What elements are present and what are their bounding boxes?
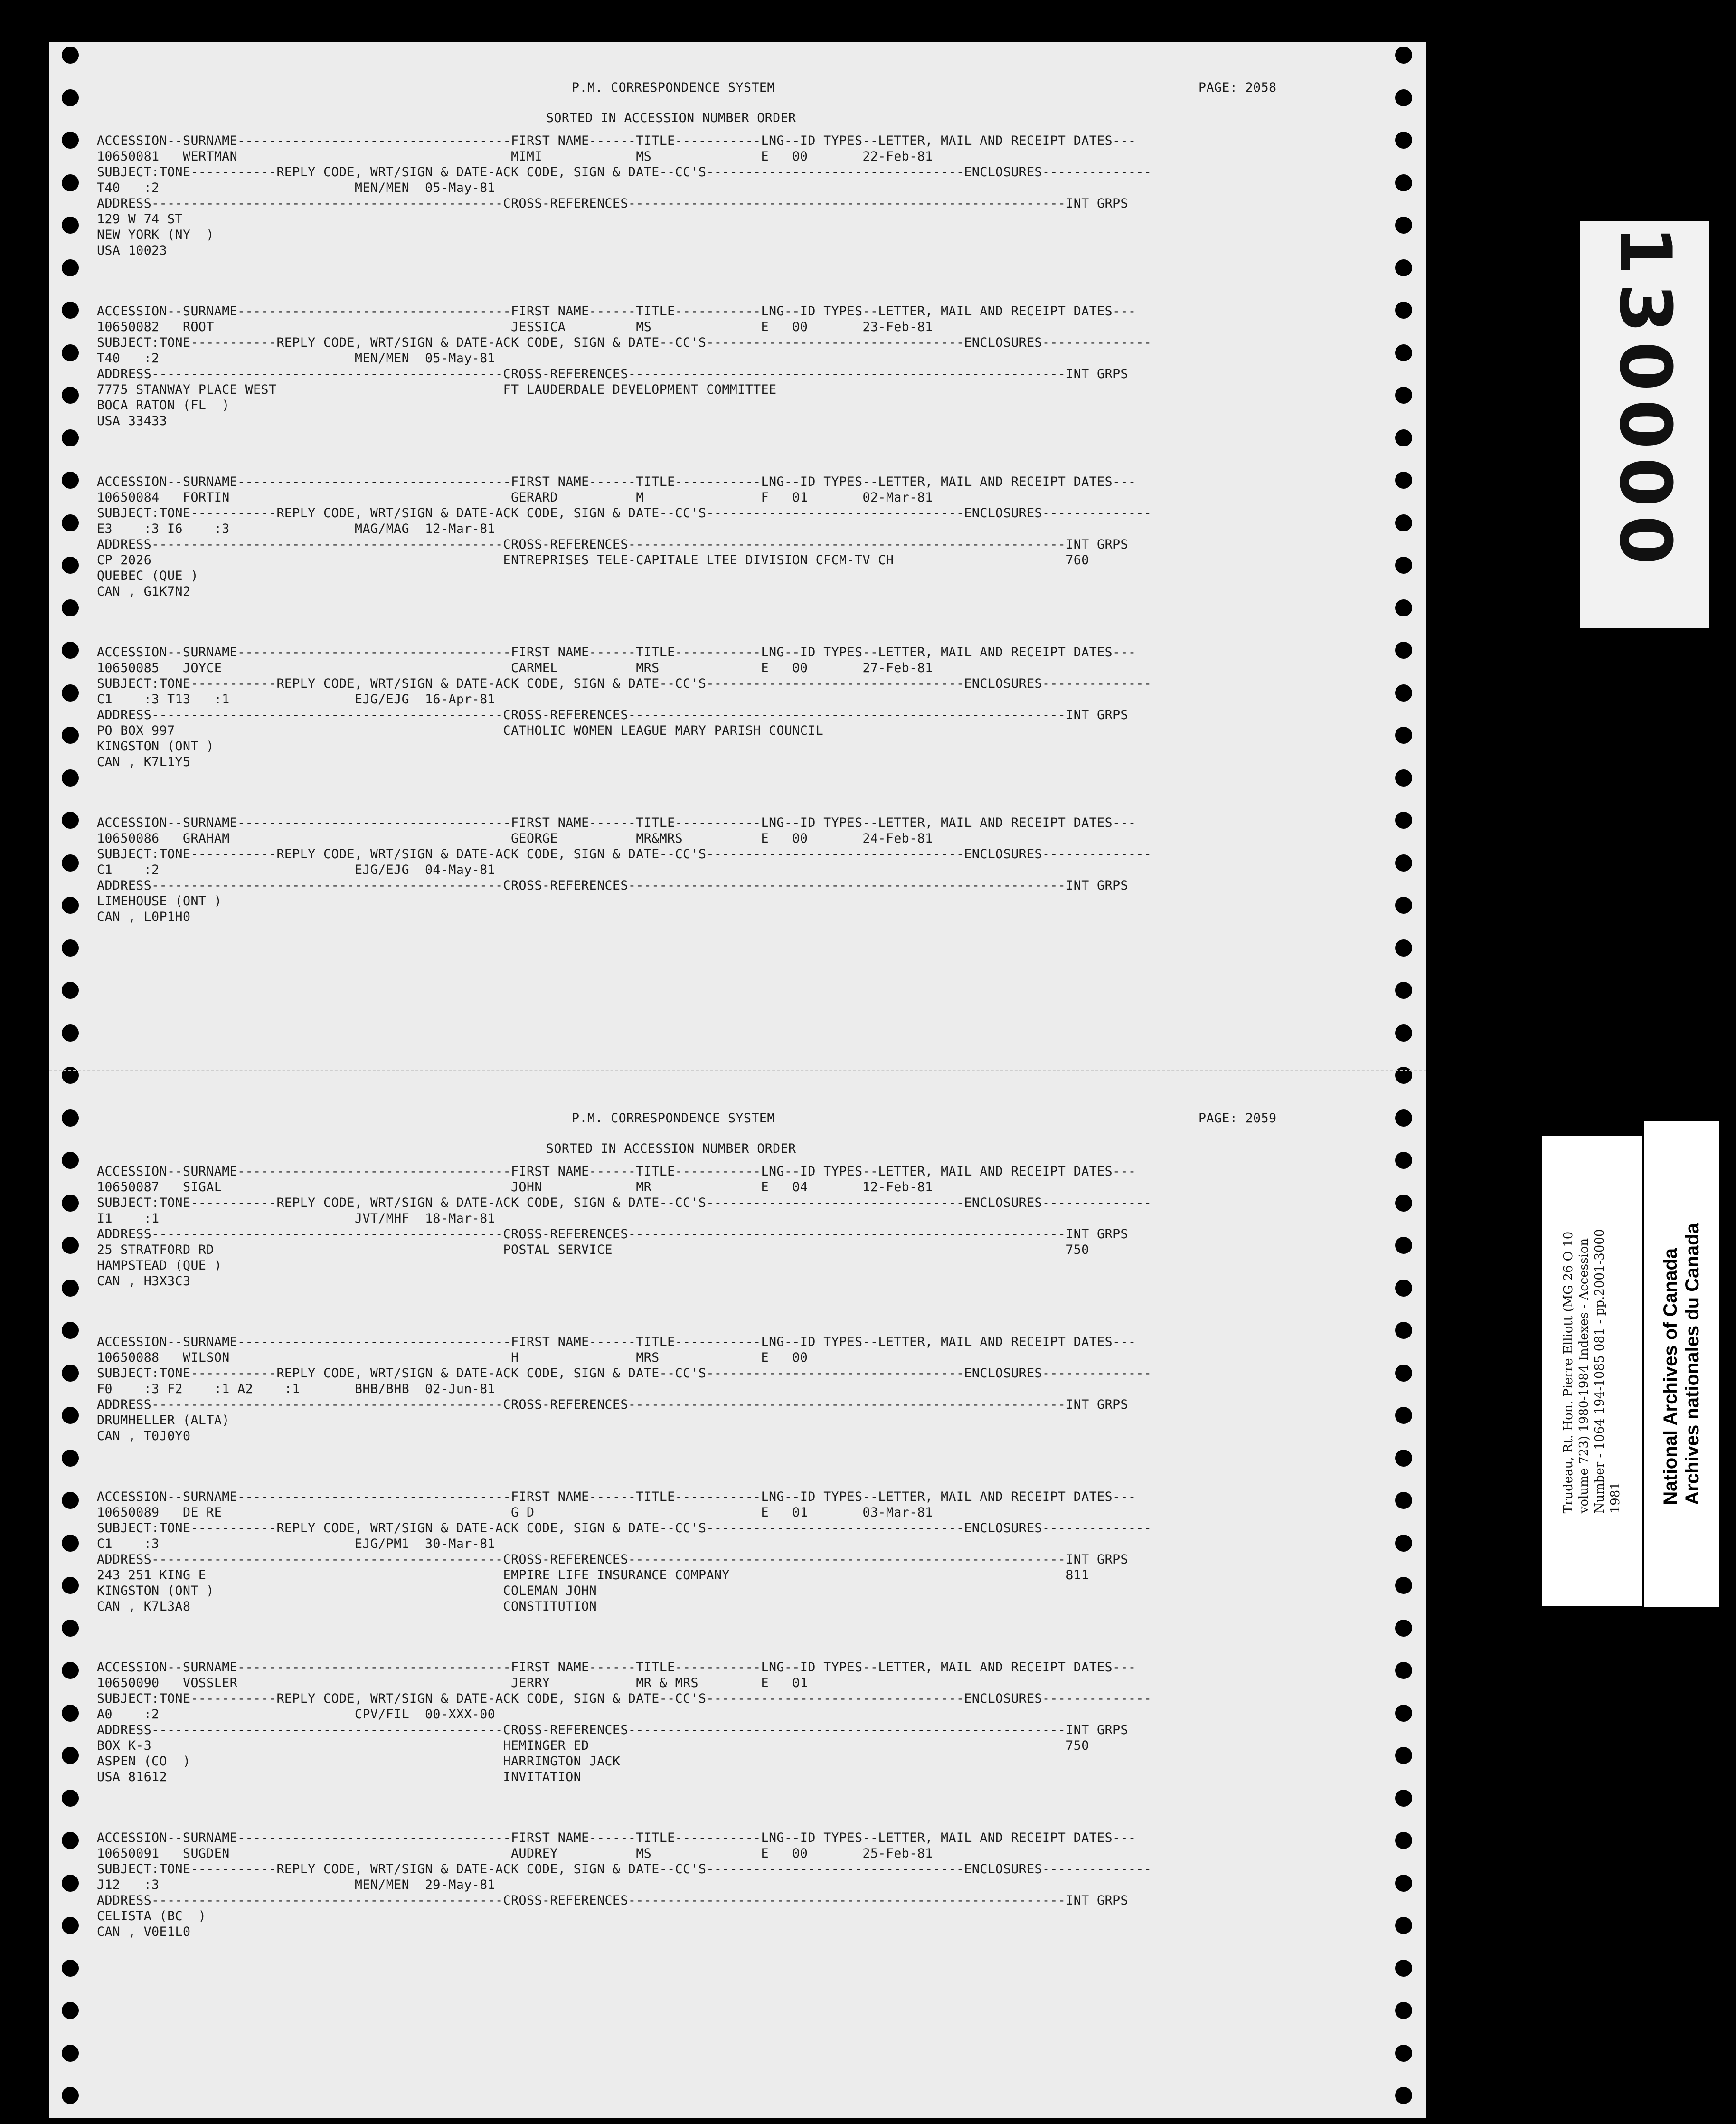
feed-hole: [62, 599, 79, 616]
record-line: ADDRESS---------------------------------------------CROSS-REFERENCES--------------------------------------------------------INT GRPS: [97, 1227, 1128, 1242]
archive-citation-label: [1542, 1136, 1642, 1606]
feed-hole: [62, 1407, 79, 1424]
feed-hole: [1395, 1450, 1412, 1467]
feed-hole: [1395, 854, 1412, 872]
feed-hole: [62, 344, 79, 361]
feed-hole: [62, 812, 79, 829]
feed-hole: [1395, 1237, 1412, 1254]
feed-hole: [1395, 939, 1412, 957]
record-line: 10650086 GRAHAM GEORGE MR&MRS E 00 24-Feb-81: [97, 831, 933, 846]
feed-hole: [1395, 1577, 1412, 1594]
citation-line: volume 723) 1980-1984 Indexes - Accession: [1577, 1238, 1591, 1514]
feed-hole: [62, 939, 79, 957]
record-line: ACCESSION--SURNAME-----------------------------------FIRST NAME------TITLE-----------LNG--ID TYPES--LETTER, MAIL AND RECEIPT DATES---: [97, 645, 1136, 660]
feed-hole: [1395, 2045, 1412, 2062]
feed-hole: [62, 854, 79, 872]
feed-hole: [62, 1450, 79, 1467]
record-line: 7775 STANWAY PLACE WEST FT LAUDERDALE DEVELOPMENT COMMITTEE: [97, 382, 777, 397]
record-line: ACCESSION--SURNAME-----------------------------------FIRST NAME------TITLE-----------LNG--ID TYPES--LETTER, MAIL AND RECEIPT DATES---: [97, 133, 1136, 148]
frame-digit: 1: [1604, 225, 1686, 275]
feed-hole: [62, 1067, 79, 1084]
feed-hole: [62, 2045, 79, 2062]
record-line: 10650088 WILSON H MRS E 00: [97, 1350, 808, 1365]
record-line: 10650090 VOSSLER JERRY MR & MRS E 01: [97, 1676, 808, 1690]
feed-hole: [1395, 1832, 1412, 1849]
feed-hole: [1395, 1620, 1412, 1637]
citation-line: Trudeau, Rt. Hon. Pierre Elliott (MG 26 O 10: [1561, 1231, 1576, 1514]
feed-hole: [62, 1577, 79, 1594]
record-line: SUBJECT:TONE-----------REPLY CODE, WRT/SIGN & DATE-ACK CODE, SIGN & DATE--CC'S---------------------------------ENCLOSURES--------------: [97, 1862, 1152, 1877]
record-line: F0 :3 F2 :1 A2 :1 BHB/BHB 02-Jun-81: [97, 1382, 496, 1396]
frame-digit: 0: [1604, 457, 1686, 507]
feed-hole: [62, 982, 79, 999]
feed-hole: [62, 769, 79, 787]
feed-hole: [62, 557, 79, 574]
feed-hole: [62, 1832, 79, 1849]
feed-hole: [1395, 89, 1412, 106]
feed-hole: [62, 1109, 79, 1127]
feed-hole: [62, 1662, 79, 1679]
feed-hole: [62, 1917, 79, 1934]
feed-hole: [62, 174, 79, 191]
feed-hole: [1395, 1535, 1412, 1552]
feed-hole: [1395, 1322, 1412, 1339]
feed-hole: [1395, 812, 1412, 829]
feed-hole: [1395, 514, 1412, 531]
feed-hole: [1395, 1109, 1412, 1127]
feed-hole: [1395, 1492, 1412, 1509]
record-line: 25 STRATFORD RD POSTAL SERVICE 750: [97, 1242, 1089, 1257]
record-line: USA 33433: [97, 414, 168, 428]
accession-record: [97, 303, 1388, 429]
record-line: CAN , K7L3A8 CONSTITUTION: [97, 1599, 597, 1614]
feed-hole: [1395, 387, 1412, 404]
record-line: NEW YORK (NY ): [97, 228, 214, 242]
record-line: T40 :2 MEN/MEN 05-May-81: [97, 351, 496, 366]
record-line: SUBJECT:TONE-----------REPLY CODE, WRT/SIGN & DATE-ACK CODE, SIGN & DATE--CC'S---------------------------------ENCLOSURES--------------: [97, 1366, 1152, 1381]
record-line: KINGSTON (ONT ): [97, 739, 214, 754]
feed-hole: [62, 1875, 79, 1892]
frame-digit: 3: [1604, 283, 1686, 333]
frame-digit: 0: [1604, 341, 1686, 391]
tractor-feed-holes-right: [1395, 42, 1414, 2118]
record-line: ADDRESS---------------------------------------------CROSS-REFERENCES--------------------------------------------------------INT GRPS: [97, 196, 1128, 211]
feed-hole: [1395, 2002, 1412, 2019]
feed-hole: [62, 1620, 79, 1637]
feed-hole: [62, 47, 79, 64]
record-line: CAN , L0P1H0: [97, 910, 191, 924]
record-line: ACCESSION--SURNAME-----------------------------------FIRST NAME------TITLE-----------LNG--ID TYPES--LETTER, MAIL AND RECEIPT DATES---: [97, 304, 1136, 319]
accession-record: [97, 133, 1388, 258]
record-line: ACCESSION--SURNAME-----------------------------------FIRST NAME------TITLE-----------LNG--ID TYPES--LETTER, MAIL AND RECEIPT DATES---: [97, 1660, 1136, 1675]
feed-hole: [1395, 769, 1412, 787]
feed-hole: [1395, 599, 1412, 616]
record-line: ACCESSION--SURNAME-----------------------------------FIRST NAME------TITLE-----------LNG--ID TYPES--LETTER, MAIL AND RECEIPT DATES---: [97, 815, 1136, 830]
feed-hole: [1395, 642, 1412, 659]
record-line: CAN , K7L1Y5: [97, 755, 191, 769]
record-line: J12 :3 MEN/MEN 29-May-81: [97, 1877, 496, 1892]
record-line: PO BOX 997 CATHOLIC WOMEN LEAGUE MARY PARISH COUNCIL: [97, 723, 824, 738]
record-line: I1 :1 JVT/MHF 18-Mar-81: [97, 1211, 496, 1226]
record-line: SUBJECT:TONE-----------REPLY CODE, WRT/SIGN & DATE-ACK CODE, SIGN & DATE--CC'S---------------------------------ENCLOSURES--------------: [97, 506, 1152, 521]
page-perforation: [49, 1070, 1426, 1071]
feed-hole: [62, 217, 79, 234]
record-line: LIMEHOUSE (ONT ): [97, 894, 222, 909]
feed-hole: [1395, 1407, 1412, 1424]
record-line: 10650085 JOYCE CARMEL MRS E 00 27-Feb-81: [97, 661, 933, 675]
feed-hole: [62, 472, 79, 489]
record-line: ADDRESS---------------------------------------------CROSS-REFERENCES--------------------------------------------------------INT GRPS: [97, 367, 1128, 381]
archive-institution-label: [1642, 1121, 1719, 1607]
accession-record: [97, 1164, 1388, 1289]
feed-hole: [1395, 429, 1412, 446]
feed-hole: [62, 1024, 79, 1042]
sort-title: SORTED IN ACCESSION NUMBER ORDER: [546, 1141, 796, 1156]
record-line: SUBJECT:TONE-----------REPLY CODE, WRT/SIGN & DATE-ACK CODE, SIGN & DATE--CC'S---------------------------------ENCLOSURES--------------: [97, 165, 1152, 180]
feed-hole: [1395, 1790, 1412, 1807]
accession-record: [97, 815, 1388, 925]
record-line: BOCA RATON (FL ): [97, 398, 230, 413]
record-line: CAN , H3X3C3: [97, 1274, 191, 1289]
feed-hole: [62, 1152, 79, 1169]
record-list: [97, 1164, 1388, 1940]
system-title: P.M. CORRESPONDENCE SYSTEM: [572, 80, 775, 95]
feed-hole: [1395, 2087, 1412, 2104]
record-line: ADDRESS---------------------------------------------CROSS-REFERENCES--------------------------------------------------------INT GRPS: [97, 878, 1128, 893]
feed-hole: [1395, 344, 1412, 361]
record-line: 243 251 KING E EMPIRE LIFE INSURANCE COMPANY 811: [97, 1568, 1089, 1583]
continuous-form-paper: [49, 42, 1426, 2118]
record-line: T40 :2 MEN/MEN 05-May-81: [97, 180, 496, 195]
citation-line: 1981: [1608, 1482, 1623, 1514]
feed-hole: [62, 514, 79, 531]
record-list: [97, 133, 1388, 925]
record-line: A0 :2 CPV/FIL 00-XXX-00: [97, 1707, 496, 1722]
record-line: HAMPSTEAD (QUE ): [97, 1258, 222, 1273]
record-line: CAN , V0E1L0: [97, 1925, 191, 1939]
feed-hole: [62, 1280, 79, 1297]
record-line: 10650082 ROOT JESSICA MS E 00 23-Feb-81: [97, 320, 933, 334]
feed-hole: [1395, 174, 1412, 191]
feed-hole: [1395, 302, 1412, 319]
accession-record: [97, 1830, 1388, 1940]
accession-record: [97, 1489, 1388, 1614]
record-line: ACCESSION--SURNAME-----------------------------------FIRST NAME------TITLE-----------LNG--ID TYPES--LETTER, MAIL AND RECEIPT DATES---: [97, 1489, 1136, 1504]
record-line: SUBJECT:TONE-----------REPLY CODE, WRT/SIGN & DATE-ACK CODE, SIGN & DATE--CC'S---------------------------------ENCLOSURES--------------: [97, 847, 1152, 862]
frame-number-stamp: [1577, 218, 1712, 631]
printout-page-2059: [97, 1110, 1388, 1985]
record-line: ACCESSION--SURNAME-----------------------------------FIRST NAME------TITLE-----------LNG--ID TYPES--LETTER, MAIL AND RECEIPT DATES---: [97, 1164, 1136, 1179]
feed-hole: [1395, 684, 1412, 702]
record-line: 129 W 74 ST: [97, 212, 183, 227]
sort-title: SORTED IN ACCESSION NUMBER ORDER: [546, 111, 796, 125]
feed-hole: [62, 642, 79, 659]
record-line: ACCESSION--SURNAME-----------------------------------FIRST NAME------TITLE-----------LNG--ID TYPES--LETTER, MAIL AND RECEIPT DATES---: [97, 474, 1136, 489]
record-line: ACCESSION--SURNAME-----------------------------------FIRST NAME------TITLE-----------LNG--ID TYPES--LETTER, MAIL AND RECEIPT DATES---: [97, 1335, 1136, 1349]
feed-hole: [62, 1492, 79, 1509]
page-number: PAGE: 2059: [1198, 1111, 1277, 1126]
feed-hole: [1395, 132, 1412, 149]
feed-hole: [1395, 1280, 1412, 1297]
feed-hole: [62, 684, 79, 702]
feed-hole: [1395, 217, 1412, 234]
feed-hole: [62, 1790, 79, 1807]
record-line: ADDRESS---------------------------------------------CROSS-REFERENCES--------------------------------------------------------INT GRPS: [97, 1723, 1128, 1737]
feed-hole: [1395, 557, 1412, 574]
feed-hole: [62, 727, 79, 744]
record-line: 10650087 SIGAL JOHN MR E 04 12-Feb-81: [97, 1180, 933, 1195]
record-line: SUBJECT:TONE-----------REPLY CODE, WRT/SIGN & DATE-ACK CODE, SIGN & DATE--CC'S---------------------------------ENCLOSURES--------------: [97, 676, 1152, 691]
institution-name-en: National Archives of Canada: [1660, 1248, 1681, 1505]
feed-hole: [62, 2087, 79, 2104]
record-line: 10650091 SUGDEN AUDREY MS E 00 25-Feb-81: [97, 1846, 933, 1861]
feed-hole: [62, 1747, 79, 1764]
feed-hole: [1395, 1875, 1412, 1892]
record-line: SUBJECT:TONE-----------REPLY CODE, WRT/SIGN & DATE-ACK CODE, SIGN & DATE--CC'S---------------------------------ENCLOSURES--------------: [97, 335, 1152, 350]
record-line: CP 2026 ENTREPRISES TELE-CAPITALE LTEE DIVISION CFCM-TV CH 760: [97, 553, 1089, 568]
record-line: KINGSTON (ONT ) COLEMAN JOHN: [97, 1584, 597, 1598]
accession-record: [97, 1659, 1388, 1785]
feed-hole: [62, 1195, 79, 1212]
record-line: CAN , G1K7N2: [97, 584, 191, 599]
record-line: USA 81612 INVITATION: [97, 1770, 582, 1784]
feed-hole: [1395, 897, 1412, 914]
feed-hole: [1395, 472, 1412, 489]
citation-line: Number - 1064 194-1085 081 - pp.2001-3000: [1593, 1229, 1607, 1514]
record-line: C1 :3 T13 :1 EJG/EJG 16-Apr-81: [97, 692, 496, 707]
feed-hole: [62, 259, 79, 276]
accession-record: [97, 645, 1388, 770]
feed-hole: [62, 1237, 79, 1254]
record-line: SUBJECT:TONE-----------REPLY CODE, WRT/SIGN & DATE-ACK CODE, SIGN & DATE--CC'S---------------------------------ENCLOSURES--------------: [97, 1691, 1152, 1706]
record-line: DRUMHELLER (ALTA): [97, 1413, 230, 1428]
feed-hole: [62, 1322, 79, 1339]
feed-hole: [1395, 1662, 1412, 1679]
frame-digit: 0: [1604, 515, 1686, 565]
feed-hole: [62, 429, 79, 446]
feed-hole: [1395, 1917, 1412, 1934]
record-line: QUEBEC (QUE ): [97, 569, 198, 583]
record-line: ADDRESS---------------------------------------------CROSS-REFERENCES--------------------------------------------------------INT GRPS: [97, 1552, 1128, 1567]
printout-page-2058: [97, 80, 1388, 970]
accession-record: [97, 1334, 1388, 1444]
feed-hole: [1395, 727, 1412, 744]
feed-hole: [62, 1365, 79, 1382]
record-line: ADDRESS---------------------------------------------CROSS-REFERENCES--------------------------------------------------------INT GRPS: [97, 537, 1128, 552]
record-line: C1 :2 EJG/EJG 04-May-81: [97, 863, 496, 877]
feed-hole: [62, 132, 79, 149]
record-line: 10650084 FORTIN GERARD M F 01 02-Mar-81: [97, 490, 933, 505]
feed-hole: [1395, 1365, 1412, 1382]
record-line: SUBJECT:TONE-----------REPLY CODE, WRT/SIGN & DATE-ACK CODE, SIGN & DATE--CC'S---------------------------------ENCLOSURES--------------: [97, 1521, 1152, 1536]
record-line: USA 10023: [97, 243, 168, 258]
feed-hole: [62, 897, 79, 914]
feed-hole: [1395, 982, 1412, 999]
record-line: CELISTA (BC ): [97, 1909, 207, 1924]
accession-record: [97, 474, 1388, 599]
record-line: C1 :3 EJG/PM1 30-Mar-81: [97, 1536, 496, 1551]
feed-hole: [62, 387, 79, 404]
record-line: E3 :3 I6 :3 MAG/MAG 12-Mar-81: [97, 522, 496, 536]
feed-hole: [1395, 1747, 1412, 1764]
feed-hole: [1395, 1024, 1412, 1042]
record-line: 10650081 WERTMAN MIMI MS E 00 22-Feb-81: [97, 149, 933, 164]
record-line: SUBJECT:TONE-----------REPLY CODE, WRT/SIGN & DATE-ACK CODE, SIGN & DATE--CC'S---------------------------------ENCLOSURES--------------: [97, 1195, 1152, 1210]
feed-hole: [62, 89, 79, 106]
record-line: BOX K-3 HEMINGER ED 750: [97, 1738, 1089, 1753]
feed-hole: [62, 2002, 79, 2019]
record-line: ASPEN (CO ) HARRINGTON JACK: [97, 1754, 621, 1769]
feed-hole: [1395, 47, 1412, 64]
feed-hole: [1395, 1705, 1412, 1722]
tractor-feed-holes-left: [62, 42, 81, 2118]
record-line: ACCESSION--SURNAME-----------------------------------FIRST NAME------TITLE-----------LNG--ID TYPES--LETTER, MAIL AND RECEIPT DATES---: [97, 1830, 1136, 1845]
system-title: P.M. CORRESPONDENCE SYSTEM: [572, 1111, 775, 1126]
record-line: 10650089 DE RE G D E 01 03-Mar-81: [97, 1505, 933, 1520]
frame-digit: 0: [1604, 399, 1686, 449]
feed-hole: [62, 302, 79, 319]
feed-hole: [1395, 259, 1412, 276]
record-line: CAN , T0J0Y0: [97, 1429, 191, 1443]
feed-hole: [62, 1535, 79, 1552]
record-line: ADDRESS---------------------------------------------CROSS-REFERENCES--------------------------------------------------------INT GRPS: [97, 1397, 1128, 1412]
feed-hole: [1395, 1960, 1412, 1977]
institution-name-fr: Archives nationales du Canada: [1682, 1223, 1703, 1505]
record-line: ADDRESS---------------------------------------------CROSS-REFERENCES--------------------------------------------------------INT GRPS: [97, 708, 1128, 722]
feed-hole: [1395, 1067, 1412, 1084]
page-number: PAGE: 2058: [1198, 80, 1277, 95]
record-line: ADDRESS---------------------------------------------CROSS-REFERENCES--------------------------------------------------------INT GRPS: [97, 1893, 1128, 1908]
feed-hole: [62, 1960, 79, 1977]
feed-hole: [62, 1705, 79, 1722]
feed-hole: [1395, 1195, 1412, 1212]
feed-hole: [1395, 1152, 1412, 1169]
